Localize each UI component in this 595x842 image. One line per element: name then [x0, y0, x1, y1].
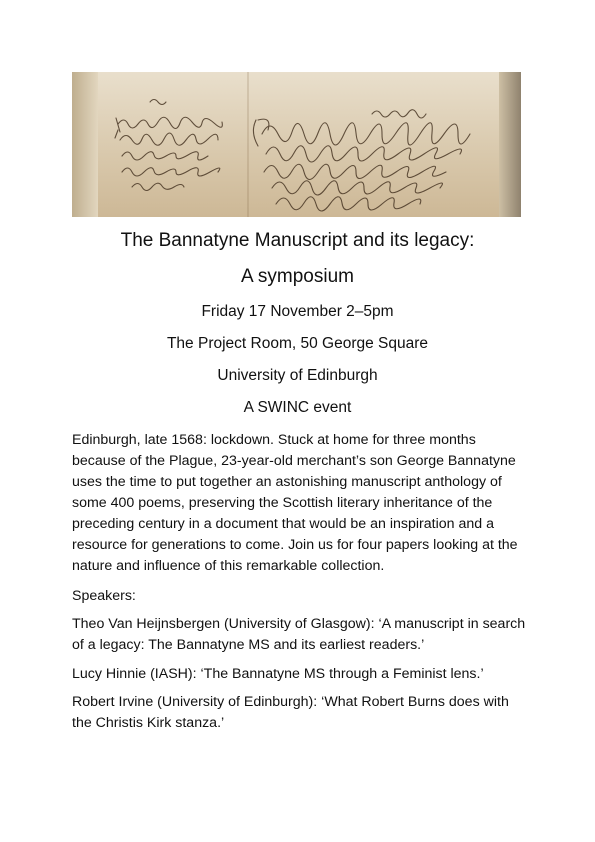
- event-date-time: Friday 17 November 2–5pm: [201, 303, 394, 320]
- speaker-item: Theo Van Heijnsbergen (University of Glasgow): ‘A manuscript in search of a legacy: The Bannatyne MS and its earliest readers.’: [72, 616, 526, 653]
- event-type: A SWINC event: [243, 399, 352, 416]
- manuscript-image: [72, 72, 521, 217]
- speakers-heading: Speakers:: [72, 588, 136, 604]
- event-description: Edinburgh, late 1568: lockdown. Stuck at home for three months because of the Plague, 23-year-old merchant’s son George Bannatyne uses the time to put together an astonishing manuscript anthology of some 400 poems, preserving the Scottish literary inheritance of the preceding century in a document that would be an inspiration and a resource for generations to come. Join us for four papers looking at the nature and influence of this remarkable collection.: [72, 432, 518, 574]
- event-institution: University of Edinburgh: [217, 367, 378, 384]
- speaker-item: Robert Irvine (University of Edinburgh): ‘What Robert Burns does with the Christis Kirk stanza.’: [72, 694, 509, 731]
- manuscript-handwriting: [72, 72, 521, 217]
- speaker-item: Lucy Hinnie (IASH): ‘The Bannatyne MS through a Feminist lens.’: [72, 666, 484, 682]
- title-line-2: A symposium: [241, 266, 354, 287]
- title-line-1: The Bannatyne Manuscript and its legacy:: [120, 230, 475, 251]
- event-venue: The Project Room, 50 George Square: [166, 335, 429, 352]
